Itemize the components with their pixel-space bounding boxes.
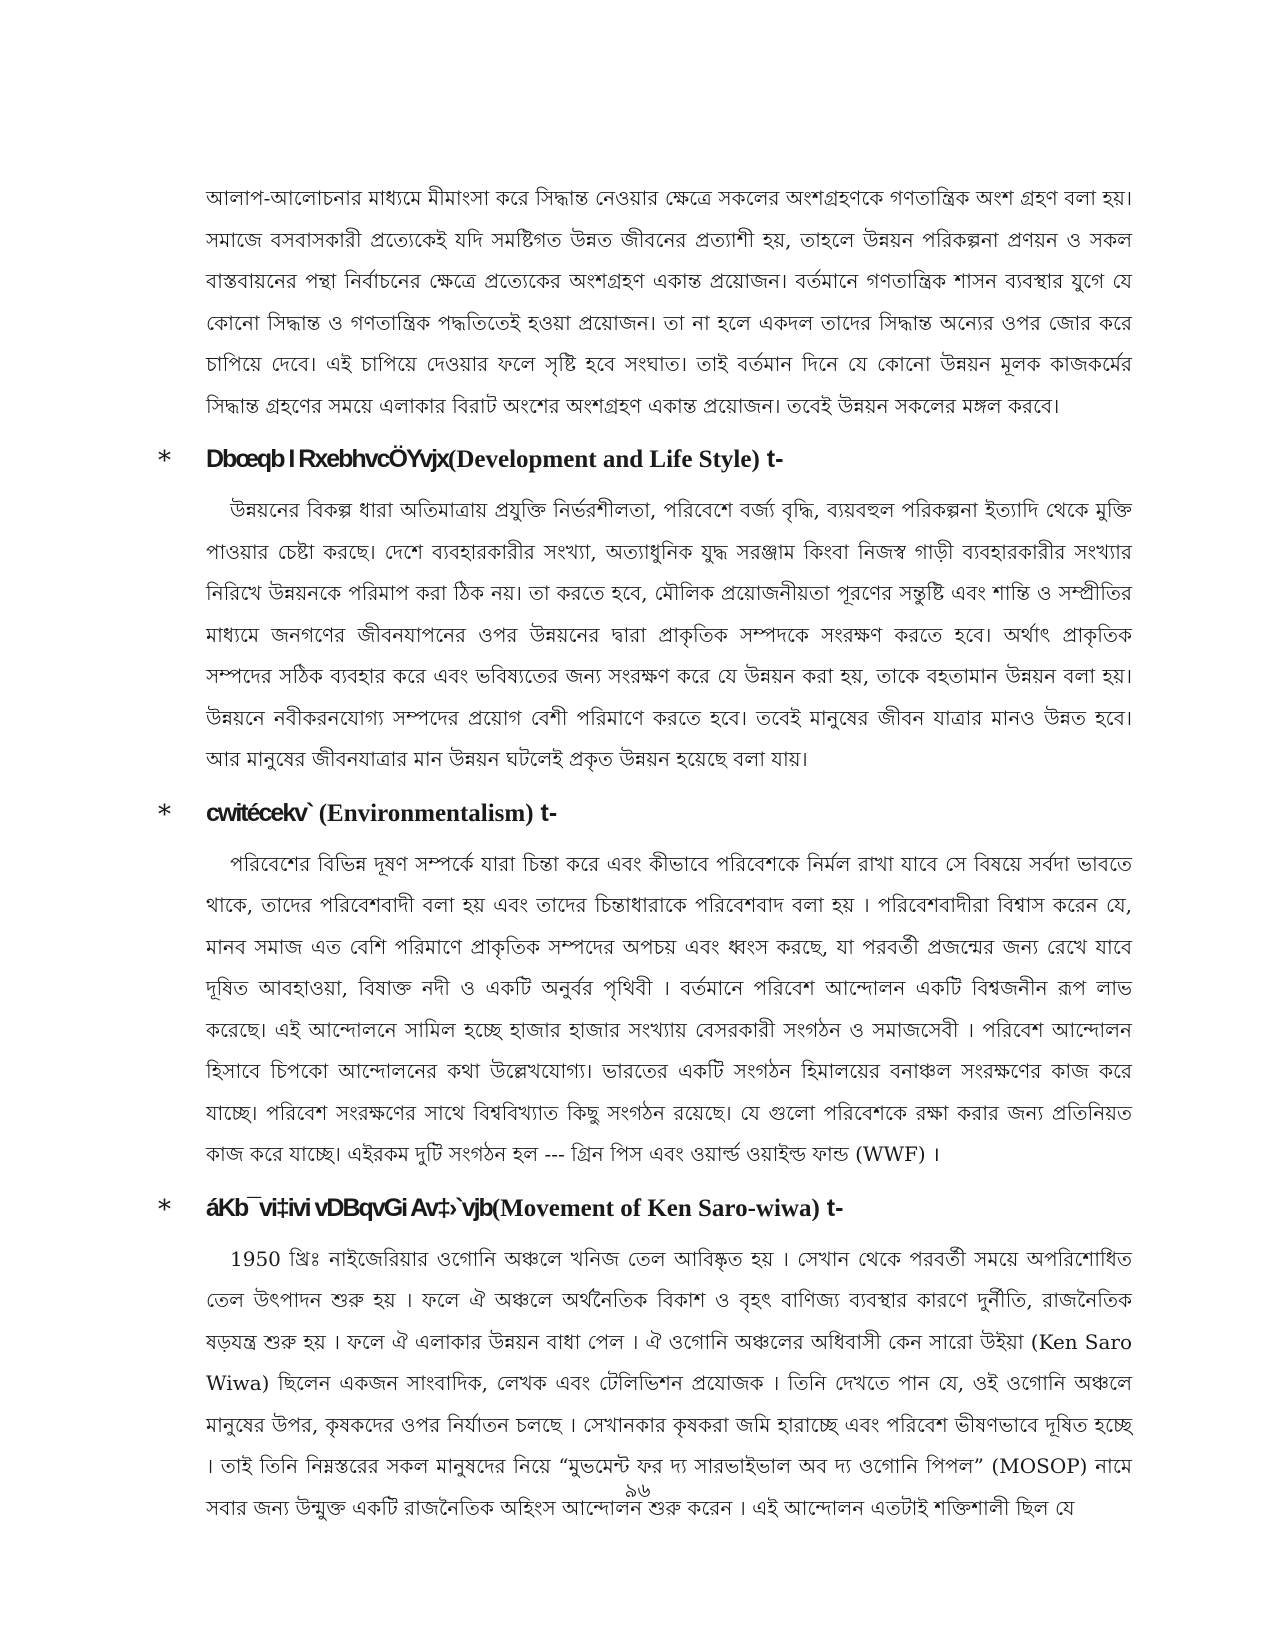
heading-suffix: t- xyxy=(759,445,784,473)
page-number: ৯৬ xyxy=(624,1478,651,1502)
heading-ken-saro-wiwa xyxy=(158,1188,1132,1229)
heading-english-title: (Environmentalism) xyxy=(312,799,534,827)
heading-garbled-title: áKb¯vi‡ivi vDBqvGi Av‡›`vjb xyxy=(206,1193,492,1222)
page-content xyxy=(158,178,1132,1529)
heading-garbled-title: cwitécekv` xyxy=(206,798,313,827)
bullet-star: * xyxy=(158,1194,171,1225)
paragraph-ken-saro-wiwa: 1950 খ্রিঃ নাইজেরিয়ার ওগোনি অঞ্চলে খনিজ তেল আবিষ্কৃত হয় । সেখান থেকে পরবর্তী সময়ে অপরিশোধিত তেল উৎপাদন শুরু হয় । ফলে ঐ অঞ্চলে অর্থনৈতিক বিকাশ ও বৃহৎ বাণিজ্য ব্যবস্থার কারণে দুর্নীতি, রাজনৈতিক ষড়যন্ত্র শুরু হয় । ফলে ঐ এলাকার উন্নয়ন বাধা পেল । ঐ ওগোনি অঞ্চলের অধিবাসী কেন সারো উইয়া (Ken Saro Wiwa) ছিলেন একজন সাংবাদিক, লেখক এবং টেলিভিশন প্রযোজক । তিনি দেখতে পান যে, ওই ওগোনি অঞ্চলে মানুষের উপর, কৃষকদের ওপর নির্যাতন চলছে । সেখানকার কৃষকরা জমি হারাচ্ছে এবং পরিবেশ ভীষণভাবে দূষিত হচ্ছে । তাই তিনি নিম্নস্তরের সকল মানুষদের নিয়ে “মুভমেন্ট ফর দ্য সারভাইভাল অব দ্য ওগোনি পিপল” (MOSOP) নামে সবার জন্য উন্মুক্ত একটি রাজনৈতিক অহিংস আন্দোলন শুরু করেন । এই আন্দোলন এতটাই শক্তিশালী ছিল যে xyxy=(206,1246,1132,1520)
heading-suffix: t- xyxy=(533,798,558,827)
heading-environmentalism xyxy=(158,793,1132,834)
paragraph-environmentalism: পরিবেশের বিভিন্ন দূষণ সম্পর্কে যারা চিন্তা করে এবং কীভাবে পরিবেশকে নির্মল রাখা যাবে সে বিষয়ে সর্বদা ভাবতে থাকে, তাদের পরিবেশবাদী বলা হয় এবং তাদের চিন্তাধারাকে পরিবেশবাদ বলা হয় । পরিবেশবাদীরা বিশ্বাস করেন যে, মানব সমাজ এত বেশি পরিমাণে প্রাকৃতিক সম্পদের অপচয় এবং ধ্বংস করছে, যা পরবর্তী প্রজন্মের জন্য রেখে যাবে দূষিত আবহাওয়া, বিষাক্ত নদী ও একটি অনুর্বর পৃথিবী । বর্তমানে পরিবেশ আন্দোলন একটি বিশ্বজনীন রূপ লাভ করেছে। এই আন্দোলনে সামিল হচ্ছে হাজার হাজার সংখ্যায় বেসরকারী সংগঠন ও সমাজসেবী । পরিবেশ আন্দোলন হিসাবে চিপকো আন্দোলনের কথা উল্লেখযোগ্য। ভারতের একটি সংগঠন হিমালয়ের বনাঞ্চল সংরক্ষণের কাজ করে যাচ্ছে। পরিবেশ সংরক্ষণের সাথে বিশ্ববিখ্যাত কিছু সংগঠন রয়েছে। যে গুলো পরিবেশকে রক্ষা করার জন্য প্রতিনিয়ত কাজ করে যাচ্ছে। এইরকম দুটি সংগঠন হল --- গ্রিন পিস এবং ওয়ার্ল্ড ওয়াইল্ড ফান্ড (WWF) । xyxy=(206,851,1132,1166)
bullet-star: * xyxy=(158,446,171,476)
heading-english-title: (Development and Life Style) xyxy=(448,446,760,473)
heading-suffix: t- xyxy=(819,1193,844,1222)
paragraph-democratic-participation: আলাপ-আলোচনার মাধ্যমে মীমাংসা করে সিদ্ধান্ত নেওয়ার ক্ষেত্রে সকলের অংশগ্রহণকে গণতান্ত্রিক অংশ গ্রহণ বলা হয়। সমাজে বসবাসকারী প্রত্যেকেই যদি সমষ্টিগত উন্নত জীবনের প্রত্যাশী হয়, তাহলে উন্নয়ন পরিকল্পনা প্রণয়ন ও সকল বাস্তবায়নের পন্থা নির্বাচনের ক্ষেত্রে প্রত্যেকের অংশগ্রহণ একান্ত প্রয়োজন। বর্তমানে গণতান্ত্রিক শাসন ব্যবস্থার যুগে যে কোনো সিদ্ধান্ত ও গণতান্ত্রিক পদ্ধতিতেই হওয়া প্রয়োজন। তা না হলে একদল তাদের সিদ্ধান্ত অন্যের ওপর জোর করে চাপিয়ে দেবে। এই চাপিয়ে দেওয়ার ফলে সৃষ্টি হবে সংঘাত। তাই বর্তমান দিনে যে কোনো উন্নয়ন মূলক কাজকর্মের সিদ্ধান্ত গ্রহণের সময়ে এলাকার বিরাট অংশের অংশগ্রহণ একান্ত প্রয়োজন। তবেই উন্নয়ন সকলের মঙ্গল করবে। xyxy=(206,186,1132,418)
heading-garbled-title: Dbœqb I RxebhvcÖYvjx xyxy=(206,445,449,473)
bullet-star: * xyxy=(158,799,171,830)
paragraph-development-life-style: উন্নয়নের বিকল্প ধারা অতিমাত্রায় প্রযুক্তি নির্ভরশীলতা, পরিবেশে বর্জ্য বৃদ্ধি, ব্যয়বহুল পরিকল্পনা ইত্যাদি থেকে মুক্তি পাওয়ার চেষ্টা করছে। দেশে ব্যবহারকারীর সংখ্যা, অত্যাধুনিক যুদ্ধ সরঞ্জাম কিংবা নিজস্ব গাড়ী ব্যবহারকারীর সংখ্যার নিরিখে উন্নয়নকে পরিমাপ করা ঠিক নয়। তা করতে হবে, মৌলিক প্রয়োজনীয়তা পূরণের সন্তুষ্টি এবং শান্তি ও সম্প্রীতির মাধ্যমে জনগণের জীবনযাপনের ওপর উন্নয়নের দ্বারা প্রাকৃতিক সম্পদকে সংরক্ষণ করতে হবে। অর্থাৎ প্রাকৃতিক সম্পদের সঠিক ব্যবহার করে এবং ভবিষ্যতের জন্য সংরক্ষণ করে যে উন্নয়ন করা হয়, তাকে বহতামান উন্নয়ন বলা হয়। উন্নয়নে নবীকরনযোগ্য সম্পদের প্রয়োগ বেশী পরিমাণে করতে হবে। তবেই মানুষের জীবন যাত্রার মানও উন্নত হবে। আর মানুষের জীবনযাত্রার মান উন্নয়ন ঘটলেই প্রকৃত উন্নয়ন হয়েছে বলা যায়। xyxy=(206,498,1132,771)
heading-english-title: (Movement of Ken Saro-wiwa) xyxy=(491,1194,820,1222)
heading-development-life-style xyxy=(158,439,1132,480)
